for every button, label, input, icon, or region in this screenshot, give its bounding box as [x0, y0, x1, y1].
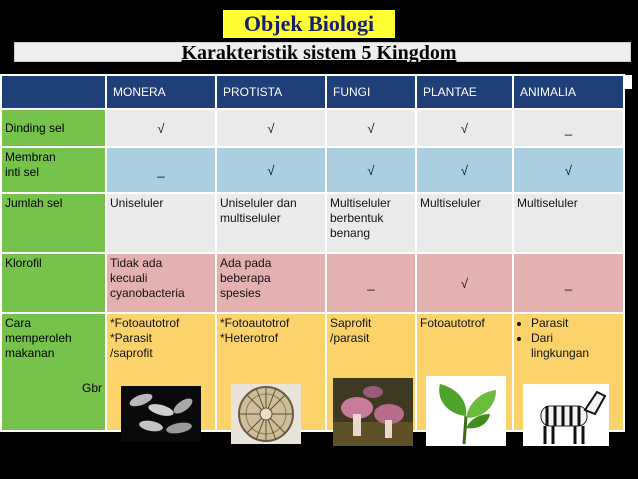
table-cell: Uniseluler [106, 193, 216, 253]
cell-line: spesies [220, 286, 261, 300]
col-fungi: FUNGI [326, 75, 416, 109]
table-cell [326, 193, 416, 253]
gbr-label: Gbr [81, 381, 102, 395]
table-cell: Multiseluler [416, 193, 513, 253]
table-cell: Multiseluler [513, 193, 624, 253]
table-cell: √ [216, 147, 326, 193]
table-cell: √ [326, 147, 416, 193]
row-label-line: Membran [5, 150, 56, 164]
cell-line: Saprofit [330, 316, 372, 330]
cell-line: cyanobacteria [110, 286, 185, 300]
col-plantae: PLANTAE [416, 75, 513, 109]
cell-line: Tidak ada [110, 256, 163, 270]
animalia-list [517, 316, 620, 361]
table-cell: √ [416, 109, 513, 147]
table-header-row [1, 75, 624, 109]
cell-line: kecuali [110, 271, 148, 285]
cell-line: beberapa [220, 271, 271, 285]
table-cell: √ [216, 109, 326, 147]
cell-line: *Parasit [110, 331, 153, 345]
table-row [1, 109, 624, 147]
cell-line: *Fotoautotrof [110, 316, 180, 330]
cell-line: benang [330, 226, 371, 240]
table-row [1, 193, 624, 253]
cell-line: lingkungan [531, 346, 590, 360]
table-cell: _ [106, 147, 216, 193]
list-item: • Parasit [531, 316, 620, 331]
cell-line: Dari [531, 331, 554, 345]
cell-line: Ada pada [220, 256, 272, 270]
table-cell: √ [513, 147, 624, 193]
cell-line: Multiseluler [330, 196, 391, 210]
row-label: Jumlah sel [1, 193, 106, 253]
row-label-line: inti sel [5, 165, 40, 179]
row-label [1, 147, 106, 193]
table-cell: _ [513, 109, 624, 147]
kingdom-table [0, 74, 625, 432]
table-row [1, 147, 624, 193]
cell-line: *Heterotrof [220, 331, 279, 345]
table-cell: _ [326, 253, 416, 313]
row-label-line: memperoleh [5, 331, 72, 345]
row-label: Dinding sel [1, 109, 106, 147]
cell-line: *Fotoautotrof [220, 316, 290, 330]
cell-line: /saprofit [110, 346, 153, 360]
table-cell: √ [326, 109, 416, 147]
bacteria-image [121, 386, 201, 442]
table-cell [216, 253, 326, 313]
table-cell: √ [106, 109, 216, 147]
col-protista: PROTISTA [216, 75, 326, 109]
table-cell [216, 193, 326, 253]
plant-image [426, 376, 506, 446]
mushroom-image [333, 378, 413, 446]
row-label-line: makanan [5, 346, 55, 360]
table-cell: √ [416, 253, 513, 313]
table-cell: √ [416, 147, 513, 193]
row-label: Klorofil [1, 253, 106, 313]
slide-subtitle: Karakteristik sistem 5 Kingdom [181, 42, 457, 64]
zebra-image [523, 384, 609, 446]
table-row [1, 253, 624, 313]
col-monera: MONERA [106, 75, 216, 109]
cell-line: multiseluler [220, 211, 281, 225]
col-animalia: ANIMALIA [513, 75, 624, 109]
list-item [531, 331, 620, 361]
table-cell: Fotoautotrof [416, 313, 513, 431]
table-cell [106, 253, 216, 313]
row-label-line: Cara [5, 316, 32, 330]
diatom-image [231, 384, 301, 444]
cell-line: /parasit [330, 331, 370, 345]
row-label [1, 313, 106, 431]
slide-title: Objek Biologi [221, 8, 397, 40]
header-empty [1, 75, 106, 109]
cell-line: Uniseluler dan [220, 196, 297, 210]
table-cell: _ [513, 253, 624, 313]
cell-line: berbentuk [330, 211, 384, 225]
